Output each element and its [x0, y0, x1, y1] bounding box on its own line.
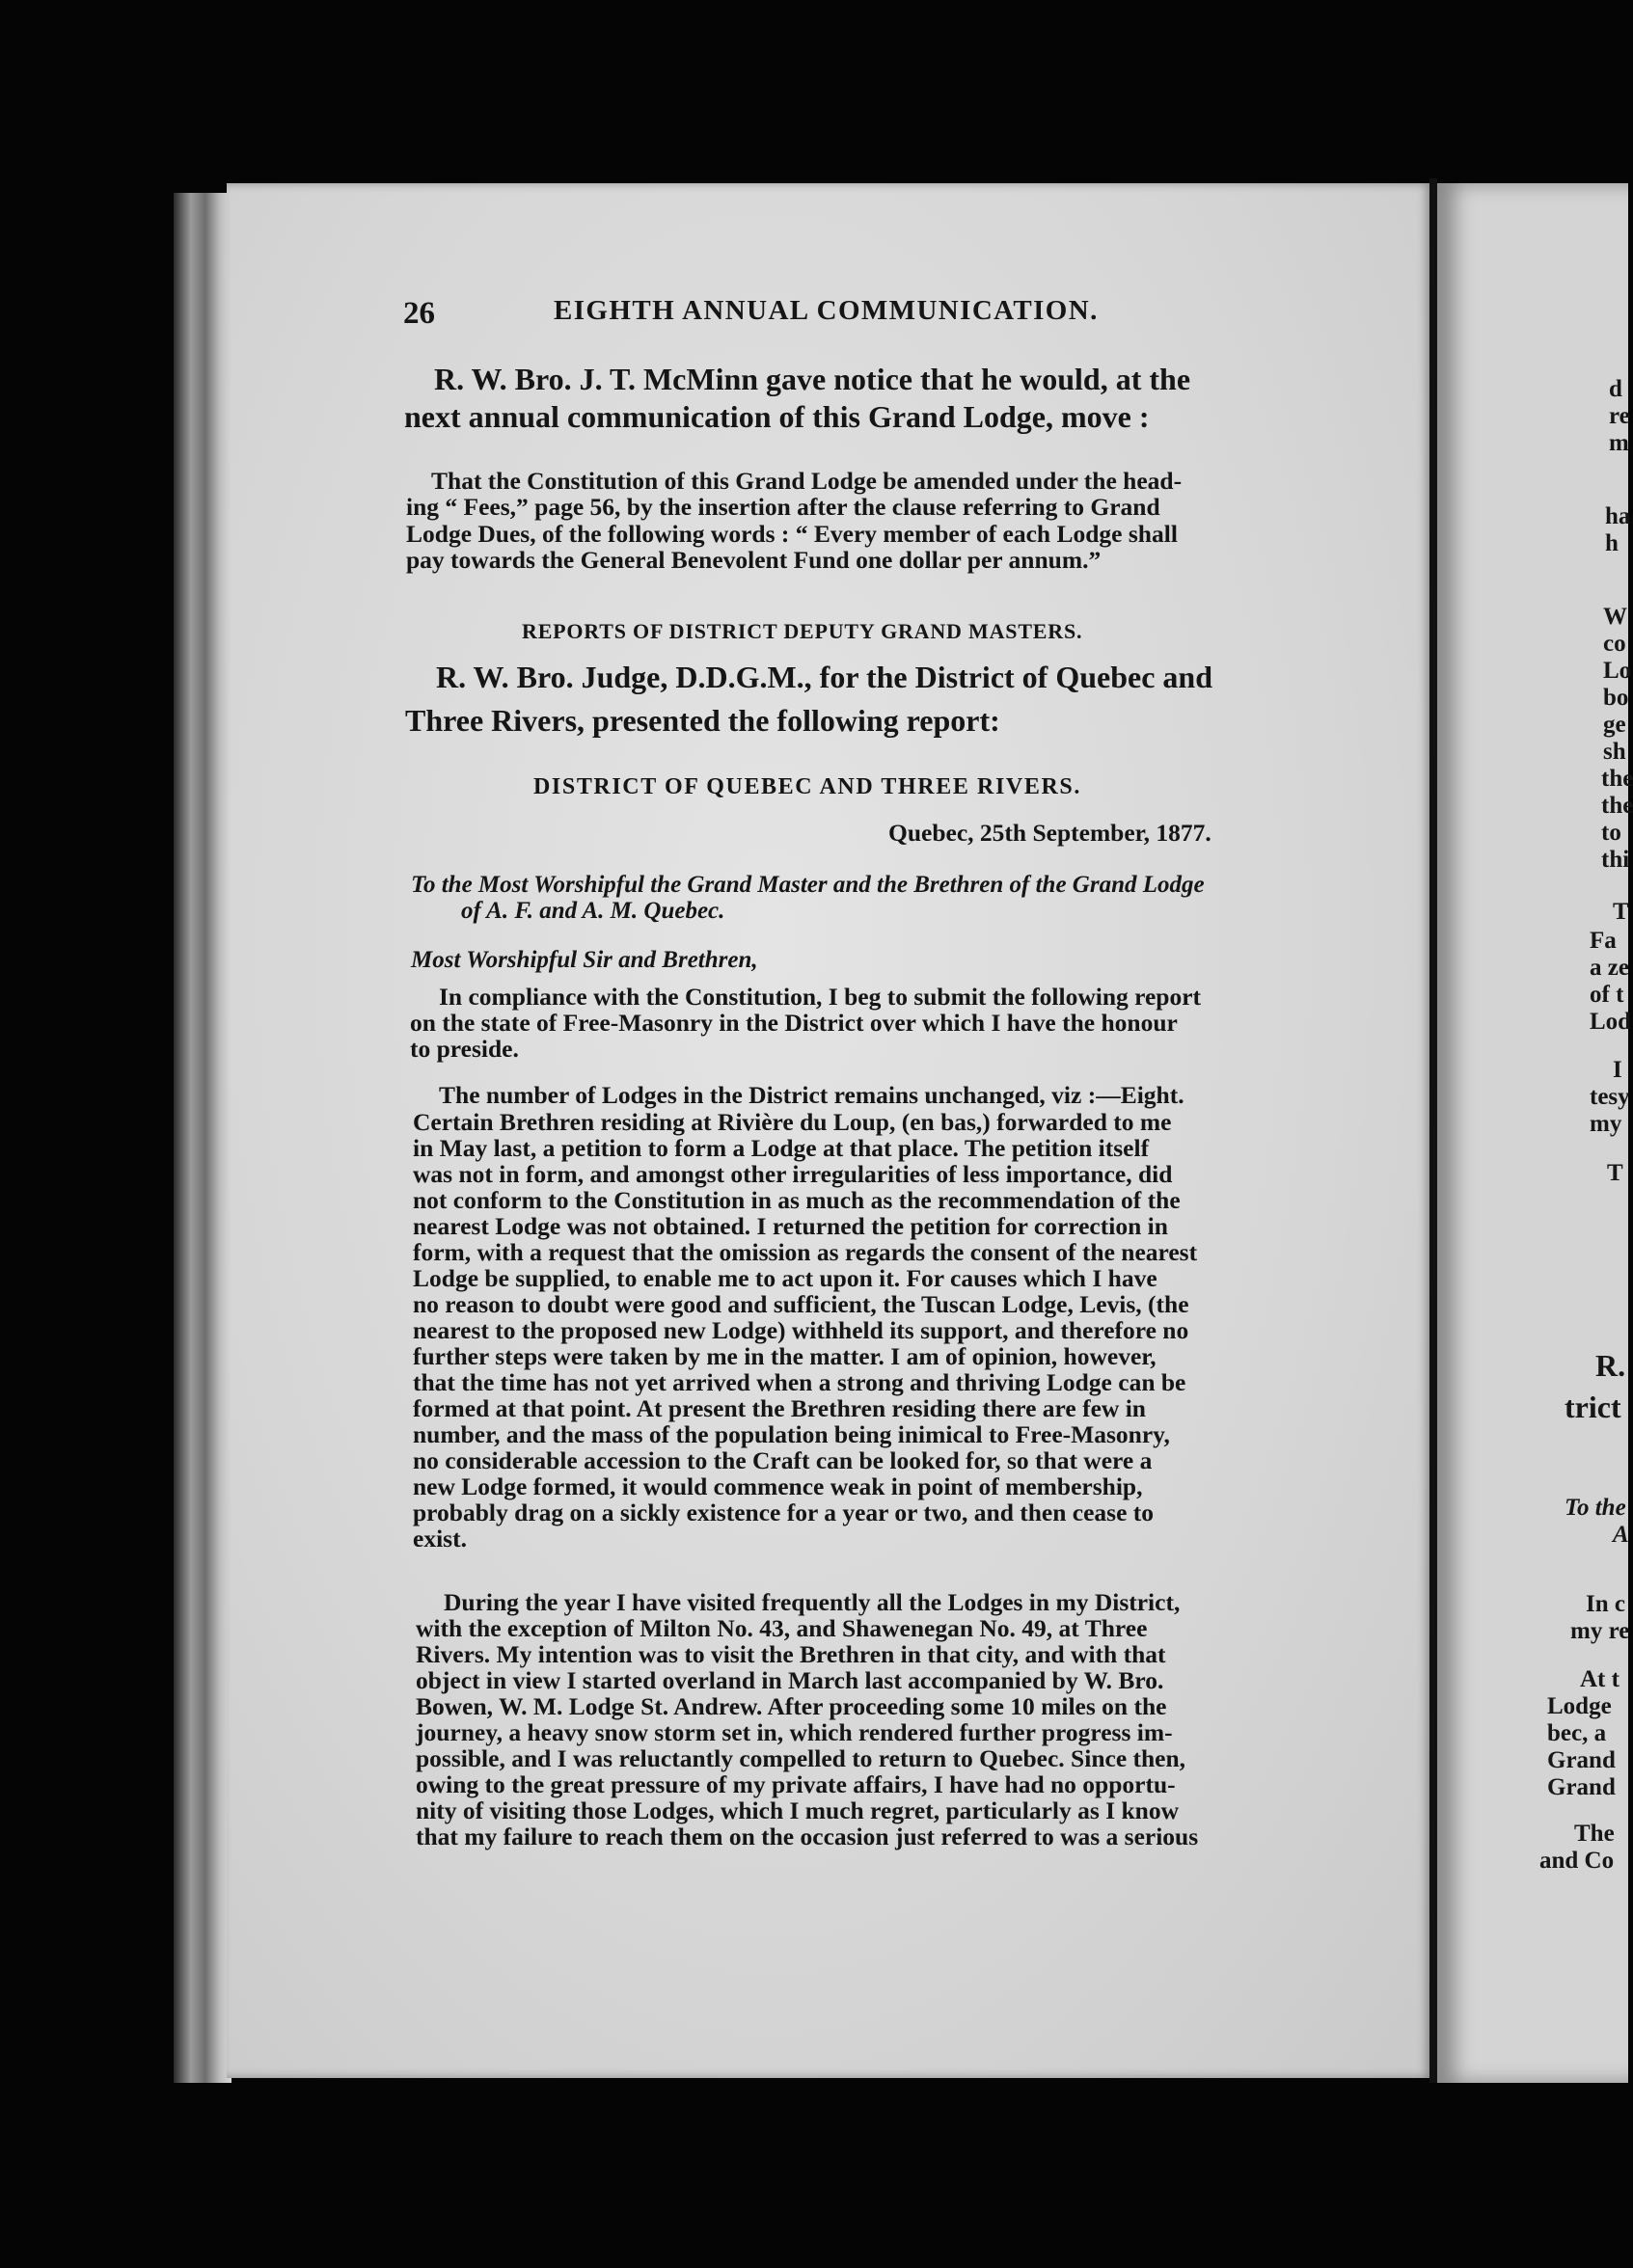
para3-line: possible, and I was reluctantly compelled to return to Quebec. Since then, — [416, 1744, 1186, 1772]
presentation-line: R. W. Bro. Judge, D.D.G.M., for the District of Quebec and — [436, 660, 1213, 694]
facing-fragment: T — [1613, 899, 1629, 925]
reports-heading: REPORTS OF DISTRICT DEPUTY GRAND MASTERS. — [522, 619, 1083, 643]
facing-fragment: bo — [1603, 685, 1629, 711]
para2-line: Lodge be supplied, to enable me to act upon it. For causes which I have — [413, 1264, 1157, 1292]
facing-fragment: Grand — [1547, 1747, 1616, 1773]
facing-fragment: to — [1601, 820, 1621, 846]
para2-line: further steps were taken by me in the matter. I am of opinion, however, — [413, 1342, 1157, 1370]
facing-fragment: The — [1574, 1821, 1615, 1847]
para3-line: During the year I have visited frequently all the Lodges in my District, — [444, 1588, 1181, 1616]
para3-line: journey, a heavy snow storm set in, which rendered further progress im- — [416, 1718, 1173, 1746]
facing-fragment: co — [1603, 631, 1626, 657]
facing-fragment: tesy — [1590, 1084, 1630, 1110]
running-title: EIGHTH ANNUAL COMMUNICATION. — [554, 295, 1099, 326]
notice-line: next annual communication of this Grand Lodge, move : — [404, 399, 1150, 434]
facing-fragment: thi — [1601, 847, 1630, 873]
para3-line: Bowen, W. M. Lodge St. Andrew. After proceeding some 10 miles on the — [416, 1692, 1167, 1720]
facing-fragment: the — [1601, 793, 1633, 819]
presentation-line: Three Rivers, presented the following report: — [405, 703, 1000, 738]
facing-fragment: Lo — [1603, 658, 1632, 684]
facing-fragment: the — [1601, 766, 1633, 792]
para3-line: object in view I started overland in March last accompanied by W. Bro. — [416, 1666, 1164, 1694]
para2-line: was not in form, and amongst other irregularities of less importance, did — [413, 1160, 1173, 1188]
page-number: 26 — [403, 296, 435, 331]
facing-fragment: m — [1609, 430, 1629, 456]
motion-line: Lodge Dues, of the following words : “ Every member of each Lodge shall — [406, 520, 1178, 548]
para2-line: new Lodge formed, it would commence weak in point of membership, — [413, 1472, 1143, 1500]
facing-fragment: At t — [1580, 1666, 1619, 1692]
facing-fragment: T — [1607, 1160, 1623, 1186]
facing-fragment: my re — [1570, 1618, 1630, 1644]
para1-line: on the state of Free-Masonry in the District over which I have the honour — [410, 1009, 1178, 1037]
facing-fragment: re — [1609, 403, 1630, 429]
facing-fragment: a ze — [1590, 955, 1629, 981]
facing-fragment: h — [1605, 530, 1619, 556]
para3-line: owing to the great pressure of my private affairs, I have had no opportu- — [416, 1770, 1176, 1798]
para2-line: The number of Lodges in the District remains unchanged, viz :—Eight. — [439, 1081, 1184, 1109]
para2-line: probably drag on a sickly existence for a year or two, and then cease to — [413, 1498, 1155, 1526]
dateline: Quebec, 25th September, 1877. — [888, 819, 1211, 847]
facing-fragment: To the — [1565, 1495, 1626, 1521]
para2-line: that the time has not yet arrived when a strong and thriving Lodge can be — [413, 1368, 1186, 1396]
motion-line: pay towards the General Benevolent Fund one dollar per annum.” — [406, 546, 1102, 574]
facing-fragment: my — [1590, 1111, 1622, 1137]
para3-line: that my failure to reach them on the occasion just referred to was a serious — [416, 1822, 1199, 1850]
para2-line: nearest Lodge was not obtained. I returned the petition for correction in — [413, 1212, 1168, 1240]
facing-fragment: trict — [1565, 1390, 1621, 1424]
para2-line: in May last, a petition to form a Lodge at that place. The petition itself — [413, 1134, 1150, 1162]
facing-fragment: Lodge — [1547, 1693, 1612, 1719]
facing-fragment: A — [1613, 1522, 1629, 1548]
facing-fragment: and Co — [1539, 1848, 1615, 1874]
facing-fragment: of t — [1590, 982, 1624, 1008]
para3-line: nity of visiting those Lodges, which I much regret, particularly as I know — [416, 1796, 1180, 1824]
facing-fragment: sh — [1603, 739, 1626, 765]
salutation: Most Worshipful Sir and Brethren, — [411, 947, 758, 973]
facing-fragment: I — [1613, 1057, 1622, 1083]
facing-fragment: In c — [1586, 1591, 1625, 1617]
para2-line: number, and the mass of the population being inimical to Free-Masonry, — [413, 1420, 1170, 1448]
facing-fragment: Grand — [1547, 1774, 1616, 1800]
facing-fragment: ge — [1603, 712, 1626, 738]
para1-line: to preside. — [410, 1035, 519, 1063]
para3-line: with the exception of Milton No. 43, and Shawenegan No. 49, at Three — [416, 1614, 1148, 1642]
facing-fragment: R. — [1595, 1348, 1626, 1383]
para2-line: formed at that point. At present the Brethren residing there are few in — [413, 1394, 1146, 1422]
facing-fragment: Fa — [1590, 928, 1617, 954]
notice-line: R. W. Bro. J. T. McMinn gave notice that he would, at the — [434, 362, 1191, 396]
para2-line: form, with a request that the omission as regards the consent of the nearest — [413, 1238, 1198, 1266]
facing-fragment: W — [1603, 604, 1627, 630]
motion-line: That the Constitution of this Grand Lodge be amended under the head- — [431, 467, 1183, 495]
para2-line: exist. — [413, 1525, 467, 1552]
motion-line: ing “ Fees,” page 56, by the insertion after the clause referring to Grand — [406, 493, 1160, 521]
para2-line: no reason to doubt were good and sufficient, the Tuscan Lodge, Levis, (the — [413, 1290, 1189, 1318]
para3-line: Rivers. My intention was to visit the Brethren in that city, and with that — [416, 1640, 1166, 1668]
facing-fragment: d — [1609, 376, 1622, 402]
para2-line: no considerable accession to the Craft can be looked for, so that were a — [413, 1446, 1153, 1474]
facing-fragment: Lod — [1590, 1009, 1632, 1035]
district-heading: DISTRICT OF QUEBEC AND THREE RIVERS. — [533, 774, 1081, 799]
facing-fragment: bec, a — [1547, 1720, 1607, 1746]
para2-line: Certain Brethren residing at Rivière du Loup, (en bas,) forwarded to me — [413, 1108, 1172, 1136]
facing-fragment: ha — [1605, 503, 1631, 529]
address-line: of A. F. and A. M. Quebec. — [461, 898, 725, 924]
para2-line: not conform to the Constitution in as much as the recommendation of the — [413, 1186, 1181, 1214]
address-line: To the Most Worshipful the Grand Master and the Brethren of the Grand Lodge — [411, 872, 1205, 898]
para2-line: nearest to the proposed new Lodge) withheld its support, and therefore no — [413, 1316, 1189, 1344]
para1-line: In compliance with the Constitution, I beg to submit the following report — [439, 983, 1202, 1011]
